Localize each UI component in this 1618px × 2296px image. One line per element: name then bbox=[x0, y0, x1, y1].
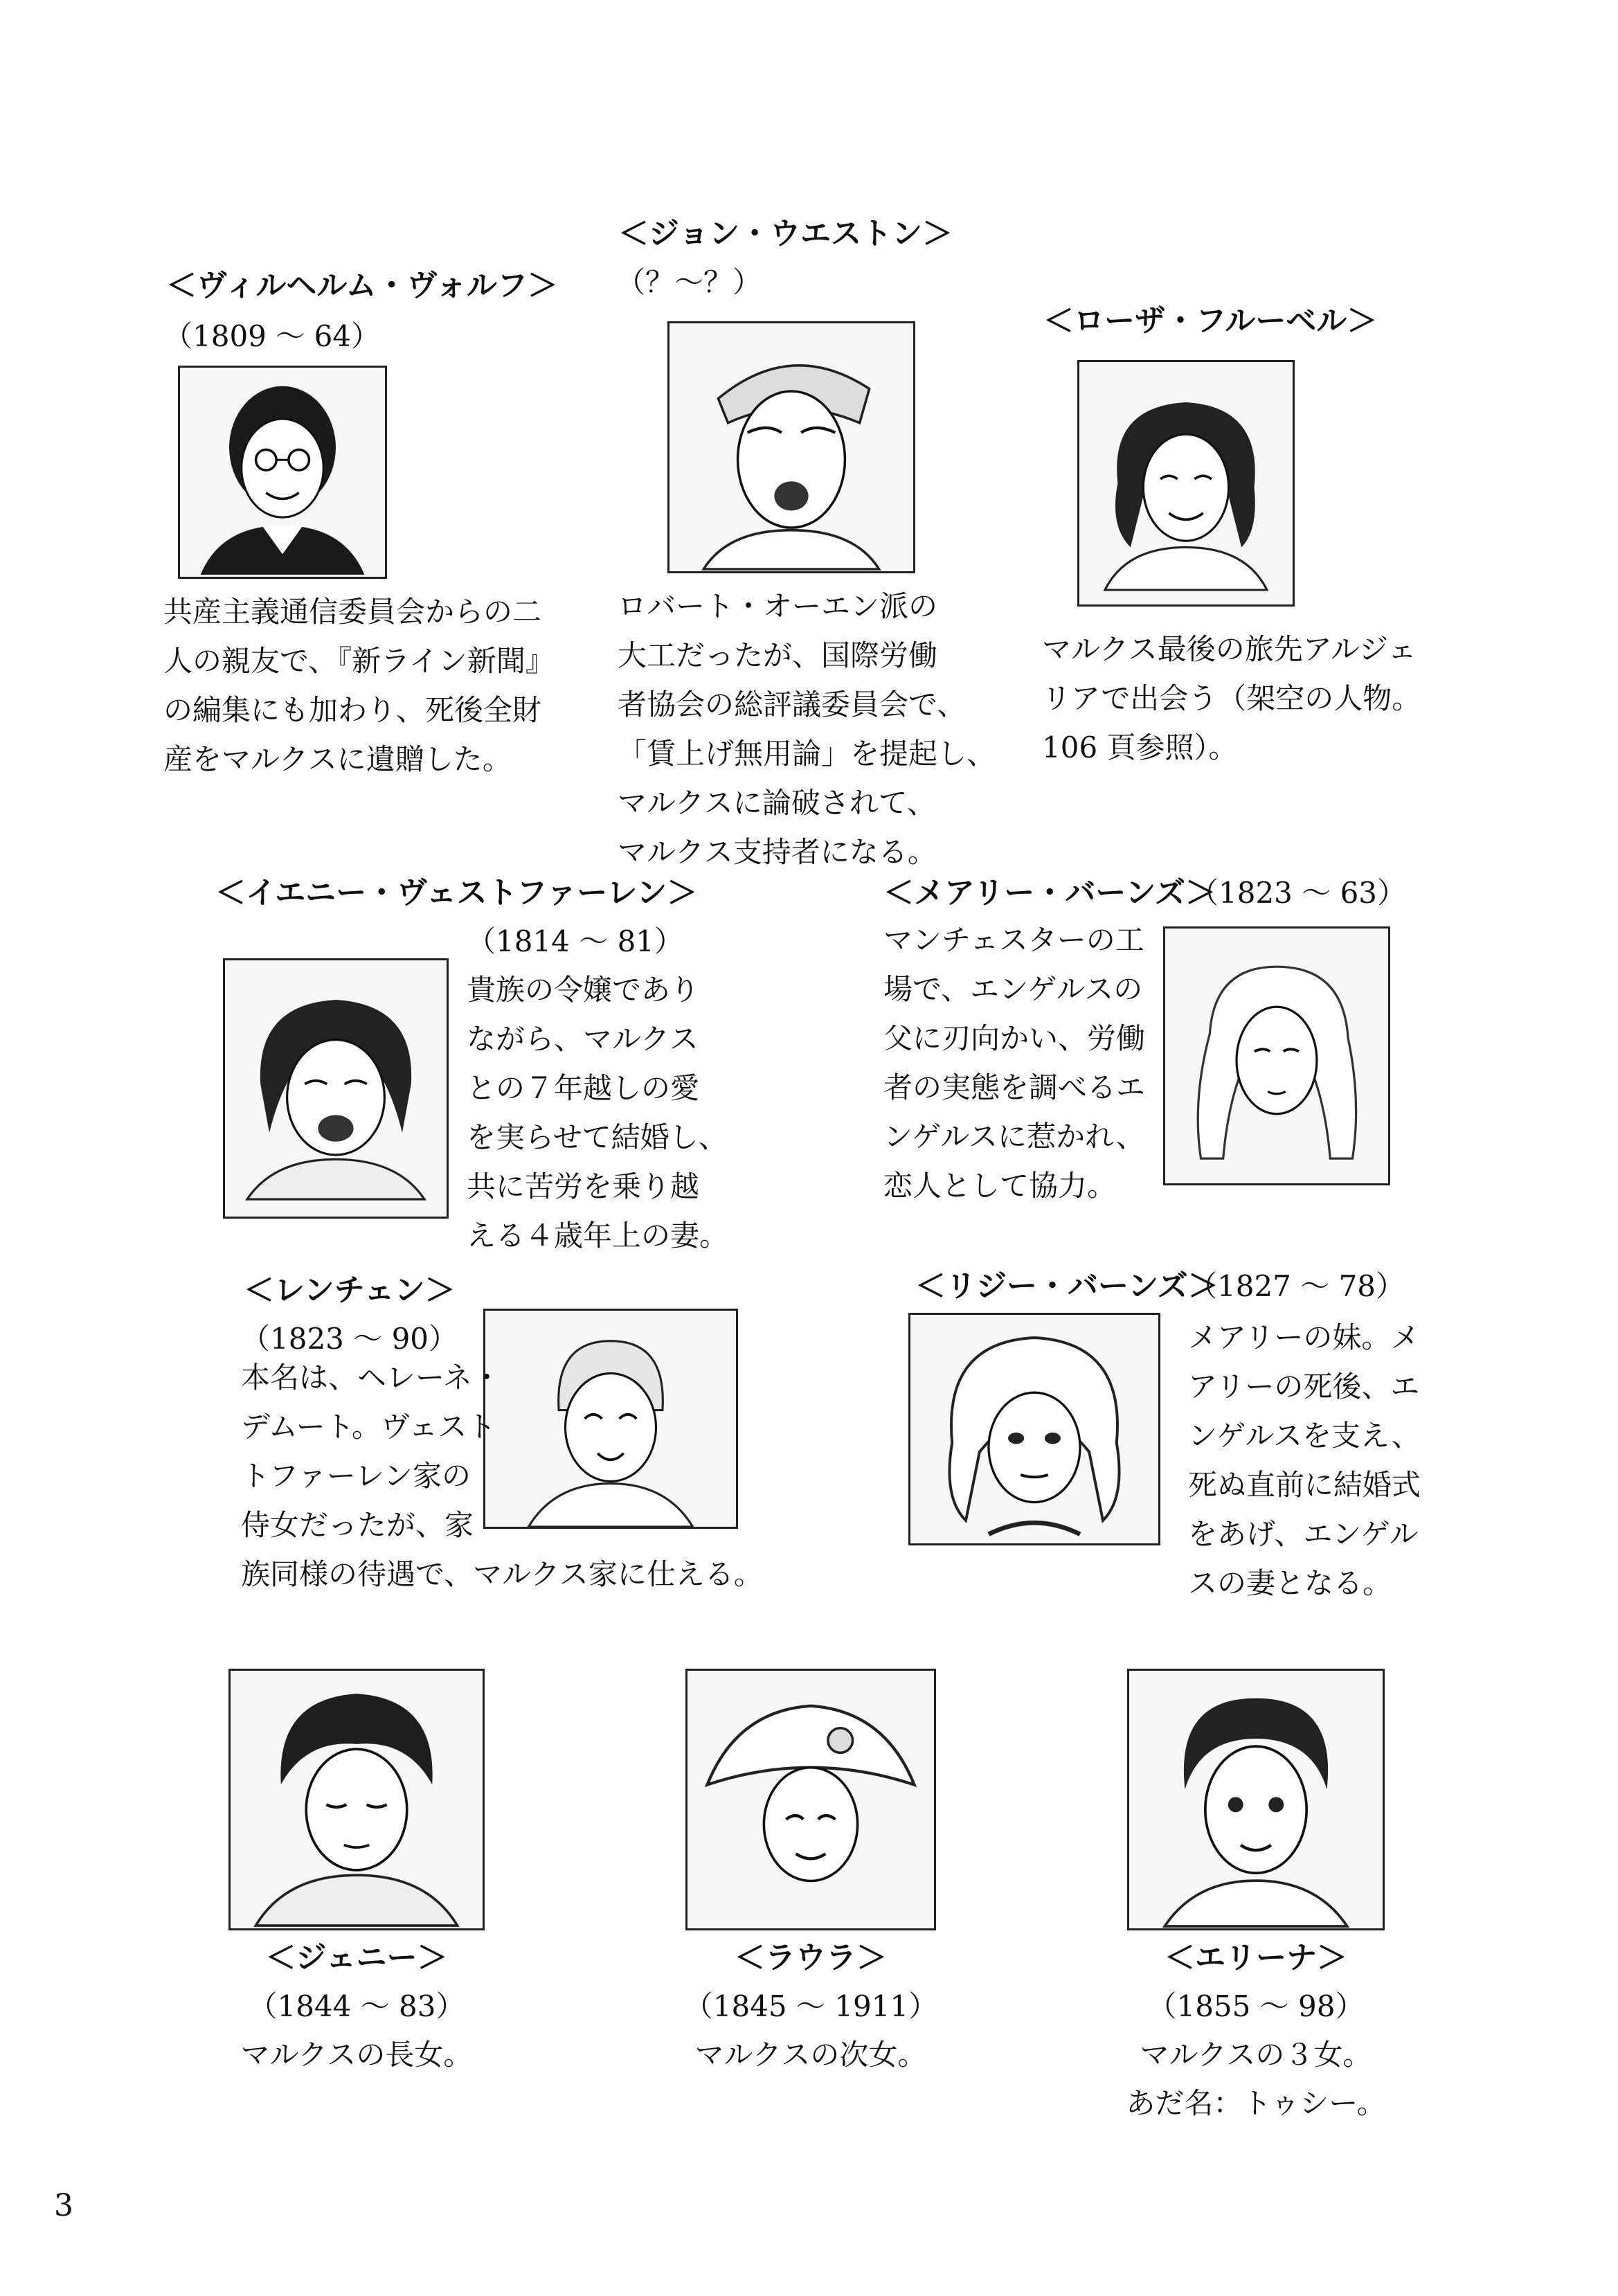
wolff-description bbox=[163, 587, 555, 784]
weston-portrait bbox=[667, 321, 915, 573]
lenchen-desc-line: 本名は、ヘレーネ・ bbox=[241, 1361, 501, 1394]
lizzie-name: ＜リジー・バーンズ＞ bbox=[915, 1268, 1219, 1304]
laura-caption bbox=[672, 1939, 949, 2074]
jenny-w-desc-line: を実らせて結婚し、 bbox=[467, 1120, 728, 1154]
lizzie-portrait bbox=[908, 1313, 1160, 1545]
wolff-years: （1809 ～ 64） bbox=[163, 319, 381, 353]
mary-description bbox=[883, 915, 1145, 1210]
mary-desc-line: 父に刃向かい、労働 bbox=[883, 1021, 1146, 1055]
weston-desc-line: 「賃上げ無用論」を提起し、 bbox=[618, 737, 996, 771]
lizzie-years: （1827 ～ 78） bbox=[1188, 1269, 1405, 1303]
mary-desc-line: マンチェスターの工 bbox=[883, 923, 1144, 957]
jenny-d-caption bbox=[218, 1939, 495, 2074]
jenny-w-description bbox=[467, 965, 728, 1260]
weston-desc-line: ロバート・オーエン派の bbox=[618, 589, 938, 623]
lenchen-years: （1823 ～ 90） bbox=[241, 1322, 458, 1356]
wolff-desc-line: 人の親友で、『新ライン新聞』 bbox=[163, 644, 555, 678]
mary-years: （1823 ～ 63） bbox=[1189, 876, 1407, 910]
jenny-w-desc-line: 貴族の令嬢であり bbox=[467, 973, 700, 1007]
fleuvel-portrait bbox=[1077, 360, 1295, 607]
laura-years: （1845 ～ 1911） bbox=[683, 1989, 938, 2023]
lizzie-desc-line: スの妻となる。 bbox=[1188, 1566, 1392, 1600]
lenchen-desc-line: トファーレン家の bbox=[241, 1459, 471, 1493]
fleuvel-desc-line: 106 頁参照）。 bbox=[1042, 730, 1238, 764]
fleuvel-name: ＜ローザ・フルーベル＞ bbox=[1043, 303, 1378, 339]
wolff-desc-line: 共産主義通信委員会からの二 bbox=[163, 595, 542, 629]
lenchen-description bbox=[241, 1353, 763, 1599]
jenny-d-portrait bbox=[228, 1669, 485, 1930]
jenny-w-desc-line: 共に苦労を乗り越 bbox=[467, 1169, 700, 1203]
lenchen-desc-line: 族同様の待遇で、マルクス家に仕える。 bbox=[241, 1557, 763, 1591]
jenny-w-desc-line: ながら、マルクス bbox=[467, 1022, 699, 1056]
eleanor-name: ＜エリーナ＞ bbox=[1165, 1940, 1347, 1975]
wolff-name: ＜ヴィルヘルム・ヴォルフ＞ bbox=[166, 268, 558, 303]
weston-desc-line: 者協会の総評議委員会で、 bbox=[618, 688, 967, 721]
weston-desc-line: 大工だったが、国際労働 bbox=[618, 638, 938, 672]
mary-desc-line: 恋人として協力。 bbox=[883, 1169, 1117, 1203]
mary-desc-line: ンゲルスに惹かれ、 bbox=[883, 1120, 1145, 1154]
eleanor-years: （1855 ～ 98） bbox=[1147, 1989, 1365, 2023]
jenny-w-portrait bbox=[223, 958, 449, 1219]
mary-portrait bbox=[1163, 926, 1390, 1185]
lizzie-desc-line: 死ぬ直前に結婚式 bbox=[1188, 1468, 1421, 1502]
lizzie-desc-line: ンゲルスを支え、 bbox=[1188, 1419, 1421, 1453]
jenny-w-name: ＜イエニー・ヴェストファーレン＞ bbox=[215, 875, 698, 911]
weston-name: ＜ジョン・ウエストン＞ bbox=[618, 216, 953, 251]
jenny-d-years: （1844 ～ 83） bbox=[248, 1989, 465, 2023]
wolff-desc-line: 産をマルクスに遺贈した。 bbox=[163, 742, 512, 776]
woman-portrait-icon bbox=[1165, 929, 1388, 1183]
eleanor-portrait bbox=[1127, 1669, 1385, 1930]
page-number: 3 bbox=[54, 2188, 73, 2223]
wolff-desc-line: の編集にも加わり、死後全財 bbox=[163, 693, 542, 727]
weston-desc-line: マルクスに論破されて、 bbox=[618, 786, 936, 820]
lenchen-desc-line: 侍女だったが、家 bbox=[241, 1508, 474, 1542]
woman-portrait-icon bbox=[910, 1315, 1158, 1543]
woman-portrait-icon bbox=[225, 960, 447, 1217]
lenchen-name: ＜レンチェン＞ bbox=[244, 1273, 456, 1308]
mary-desc-line: 者の実態を調べるエ bbox=[883, 1070, 1146, 1104]
fleuvel-desc-line: リアで出会う（架空の人物。 bbox=[1042, 681, 1421, 715]
lizzie-description bbox=[1188, 1313, 1421, 1608]
wolff-portrait bbox=[178, 366, 387, 579]
jenny-d-desc: マルクスの長女。 bbox=[240, 2038, 473, 2072]
jenny-d-name: ＜ジェニー＞ bbox=[265, 1940, 448, 1975]
fleuvel-desc-line: マルクス最後の旅先アルジェ bbox=[1042, 632, 1417, 666]
laura-portrait bbox=[685, 1669, 936, 1930]
woman-portrait-icon bbox=[1079, 362, 1293, 604]
laura-name: ＜ラウラ＞ bbox=[735, 1940, 887, 1975]
woman-portrait-icon bbox=[1129, 1671, 1383, 1928]
lizzie-desc-line: をあげ、エンゲル bbox=[1188, 1517, 1419, 1551]
lenchen-desc-line: デムート。ヴェスト bbox=[241, 1410, 496, 1444]
jenny-w-years: （1814 ～ 81） bbox=[467, 924, 684, 958]
weston-desc-line: マルクス支持者になる。 bbox=[618, 835, 937, 869]
mary-desc-line: 場で、エンゲルスの bbox=[883, 972, 1143, 1006]
lizzie-desc-line: メアリーの妹。メ bbox=[1188, 1320, 1420, 1354]
man-portrait-icon bbox=[669, 323, 913, 571]
eleanor-caption bbox=[1117, 1939, 1394, 2123]
jenny-w-desc-line: える４歳年上の妻。 bbox=[467, 1219, 729, 1253]
woman-portrait-icon bbox=[231, 1671, 483, 1928]
eleanor-desc: マルクスの３女。 bbox=[1140, 2038, 1372, 2072]
mary-name: ＜メアリー・バーンズ＞ bbox=[883, 875, 1216, 911]
fleuvel-description bbox=[1042, 625, 1421, 772]
lizzie-desc-line: アリーの死後、エ bbox=[1188, 1370, 1420, 1403]
weston-description bbox=[618, 582, 996, 877]
weston-years: （？～？） bbox=[616, 265, 762, 299]
man-portrait-icon bbox=[180, 368, 385, 577]
woman-portrait-icon bbox=[687, 1671, 934, 1928]
laura-desc: マルクスの次女。 bbox=[694, 2038, 927, 2072]
jenny-w-desc-line: との７年越しの愛 bbox=[467, 1071, 700, 1105]
eleanor-desc: あだ名：トゥシー。 bbox=[1126, 2086, 1386, 2120]
